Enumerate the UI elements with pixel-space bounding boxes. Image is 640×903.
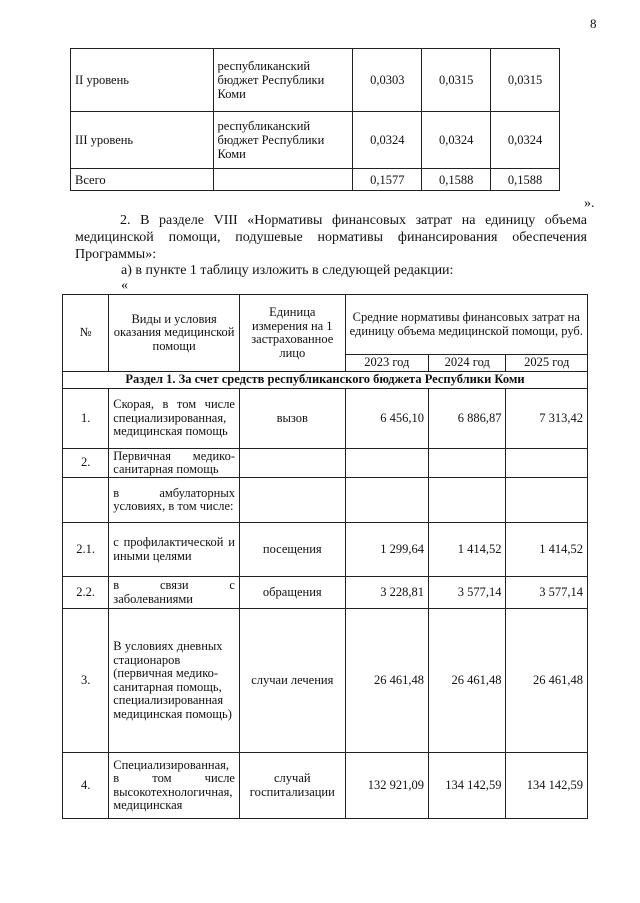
row-unit: вызов [239,389,345,449]
row-number: 2.2. [63,577,109,609]
table-row [71,49,560,112]
table-row [63,609,588,753]
value-cell: 0,1588 [422,169,491,191]
header-year-2025: 2025 год [506,355,588,372]
header-norms: Средние нормативы финансовых затрат на единицу объема медицинской помощи, руб. [345,295,587,355]
table-row [63,753,588,819]
table-row [63,523,588,577]
paragraph-item-a: а) в пункте 1 таблицу изложить в следующей редакции: [121,263,454,278]
row-value-2023: 132 921,09 [345,753,428,819]
row-value-2024 [429,449,506,478]
paragraph-section-viii: 2. В разделе VIII «Нормативы финансовых затрат на единицу объема медицинской помощи, подушевые нормативы финансирования обеспечения Программы»: [75,213,587,262]
table-row [63,577,588,609]
row-value-2025: 3 577,14 [506,577,588,609]
table-row [71,169,560,191]
row-unit: посещения [239,523,345,577]
row-number [63,478,109,523]
value-cell: 0,0324 [491,112,560,169]
table-row [63,389,588,449]
row-type: В условиях дневных стационаров (первичная медико-санитарная помощь, специализированная медицинская помощь) [109,609,240,753]
row-type: с профилактической и иными целями [109,523,240,577]
closing-quote: ». [584,196,595,211]
row-value-2025 [506,449,588,478]
row-value-2024: 6 886,87 [429,389,506,449]
table-row [63,478,588,523]
budget-cell [213,169,353,191]
row-unit [239,478,345,523]
value-cell: 0,0324 [353,112,422,169]
table-row [71,112,560,169]
row-value-2024: 134 142,59 [429,753,506,819]
row-number: 2.1. [63,523,109,577]
row-number: 4. [63,753,109,819]
budget-cell: республиканский бюджет Республики Коми [213,112,353,169]
row-value-2024: 1 414,52 [429,523,506,577]
row-type: Скорая, в том числе специализированная, медицинская помощь [109,389,240,449]
value-cell: 0,0315 [422,49,491,112]
header-year-2024: 2024 год [429,355,506,372]
opening-quote: « [121,278,128,293]
row-value-2024 [429,478,506,523]
row-number: 3. [63,609,109,753]
row-value-2025: 1 414,52 [506,523,588,577]
row-unit [239,449,345,478]
section-row [63,372,588,389]
page-number: 8 [590,16,597,31]
budget-cell: республиканский бюджет Республики Коми [213,49,353,112]
row-type: Первичная медико-санитарная помощь [109,449,240,478]
level-cell: Всего [71,169,214,191]
top-table [70,48,560,191]
row-number: 1. [63,389,109,449]
row-value-2023 [345,449,428,478]
row-value-2025: 134 142,59 [506,753,588,819]
row-value-2023: 6 456,10 [345,389,428,449]
row-type: в связи с заболеваниями [109,577,240,609]
header-row [63,295,588,355]
row-value-2025: 7 313,42 [506,389,588,449]
value-cell: 0,0324 [422,112,491,169]
row-unit: случай госпитализации [239,753,345,819]
table-row [63,449,588,478]
row-value-2025: 26 461,48 [506,609,588,753]
header-year-2023: 2023 год [345,355,428,372]
value-cell: 0,0315 [491,49,560,112]
row-value-2023: 1 299,64 [345,523,428,577]
row-type: в амбулаторных условиях, в том числе: [109,478,240,523]
row-value-2024: 26 461,48 [429,609,506,753]
value-cell: 0,1577 [353,169,422,191]
norms-table [62,294,588,819]
level-cell: III уровень [71,112,214,169]
row-unit: случаи лечения [239,609,345,753]
row-value-2023 [345,478,428,523]
value-cell: 0,1588 [491,169,560,191]
row-value-2023: 26 461,48 [345,609,428,753]
row-type: Специализированная, в том числе высокотехнологичная, медицинская [109,753,240,819]
row-number: 2. [63,449,109,478]
row-unit: обращения [239,577,345,609]
row-value-2024: 3 577,14 [429,577,506,609]
row-value-2023: 3 228,81 [345,577,428,609]
header-number: № [63,295,109,372]
section-title: Раздел 1. За счет средств республиканского бюджета Республики Коми [63,372,588,389]
header-unit: Единица измерения на 1 застрахованное лицо [239,295,345,372]
level-cell: II уровень [71,49,214,112]
header-types: Виды и условия оказания медицинской помощи [109,295,240,372]
value-cell: 0,0303 [353,49,422,112]
row-value-2025 [506,478,588,523]
